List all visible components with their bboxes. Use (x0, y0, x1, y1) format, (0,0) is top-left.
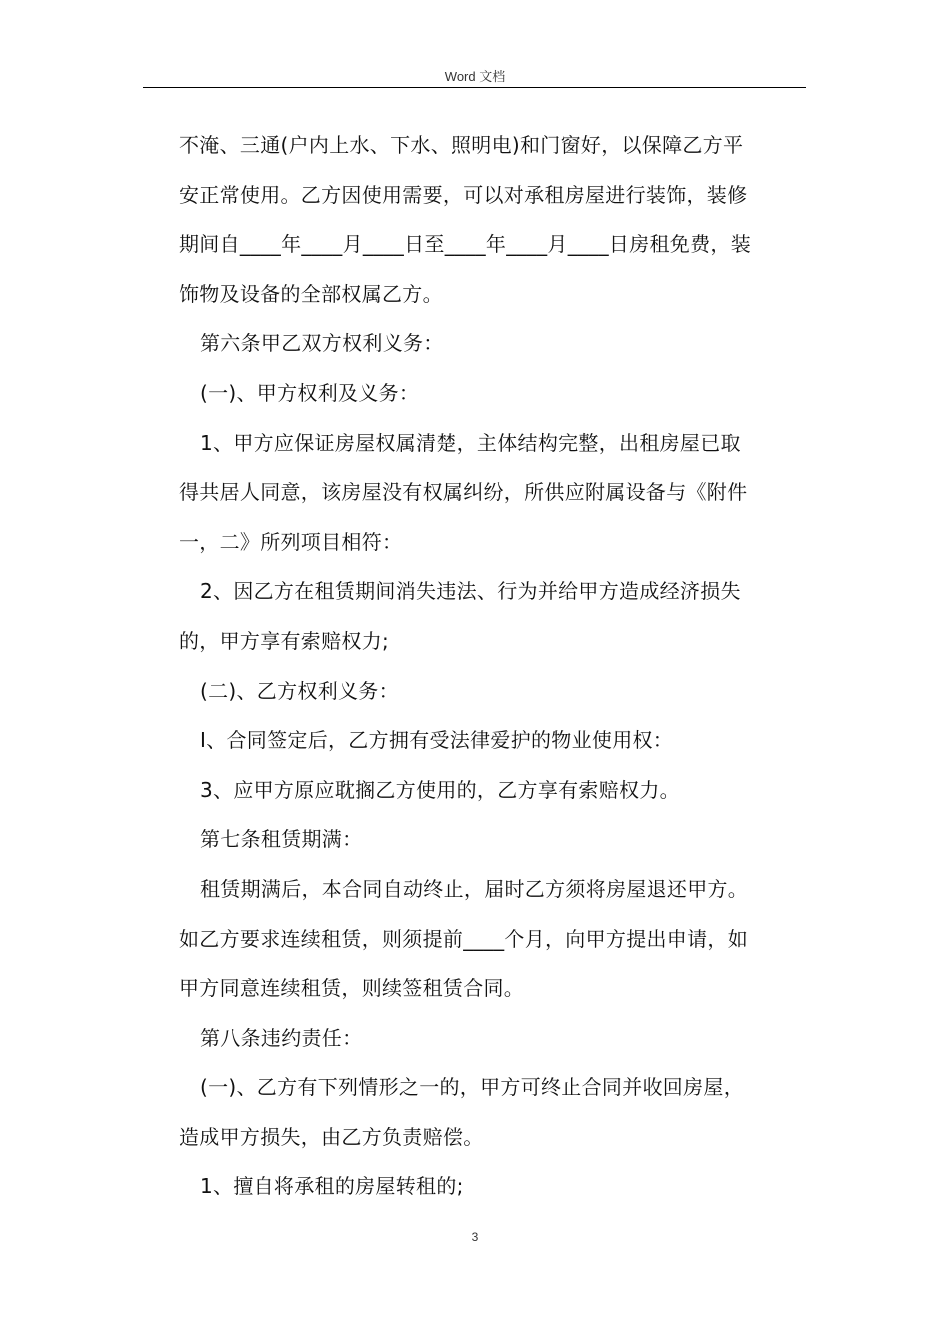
text-line: I、合同签定后，乙方拥有受法律爱护的物业使用权： (200, 728, 674, 753)
text-line: 期间自____年____月____日至____年____月____日房租免费，装 (179, 232, 751, 257)
text-line: 租赁期满后，本合同自动终止，届时乙方须将房屋退还甲方。 (200, 876, 749, 901)
text-line: 2、因乙方在租赁期间消失违法、行为并给甲方造成经济损失 (200, 579, 741, 604)
subsection-heading: (二)、乙方权利义务： (200, 678, 399, 703)
page-number: 3 (471, 1230, 479, 1244)
subsection-heading: (一)、乙方有下列情形之一的，甲方可终止合同并收回房屋， (200, 1075, 745, 1100)
text-line: 不淹、三通(户内上水、下水、照明电)和门窗好，以保障乙方平 (179, 133, 744, 157)
text-line: 一，二》所列项目相符： (179, 529, 403, 554)
section-heading: 第六条甲乙双方权利义务： (200, 331, 444, 356)
text-line: 的，甲方享有索赔权力; (179, 628, 390, 653)
header-rule (143, 87, 806, 88)
section-heading: 第八条违约责任： (200, 1025, 363, 1050)
page-header: Word 文档 (444, 69, 506, 84)
text-line: 得共居人同意，该房屋没有权属纠纷，所供应附属设备与《附件 (179, 480, 748, 505)
document-body (179, 121, 809, 1212)
text-line: 造成甲方损失，由乙方负责赔偿。 (179, 1124, 484, 1149)
text-line: 甲方同意连续租赁，则续签租赁合同。 (179, 976, 525, 1001)
text-line: 安正常使用。乙方因使用需要，可以对承租房屋进行装饰，装修 (179, 182, 748, 207)
subsection-heading: (一)、甲方权利及义务： (200, 380, 420, 405)
text-line: 1、擅自将承租的房屋转租的; (200, 1174, 464, 1199)
text-line: 3、应甲方原应耽搁乙方使用的，乙方享有索赔权力。 (200, 777, 680, 802)
text-line: 1、甲方应保证房屋权属清楚，主体结构完整，出租房屋已取 (200, 430, 741, 455)
text-line: 如乙方要求连续租赁，则须提前____个月，向甲方提出申请，如 (179, 926, 748, 951)
section-heading: 第七条租赁期满： (200, 827, 363, 852)
text-line: 饰物及设备的全部权属乙方。 (179, 281, 443, 306)
